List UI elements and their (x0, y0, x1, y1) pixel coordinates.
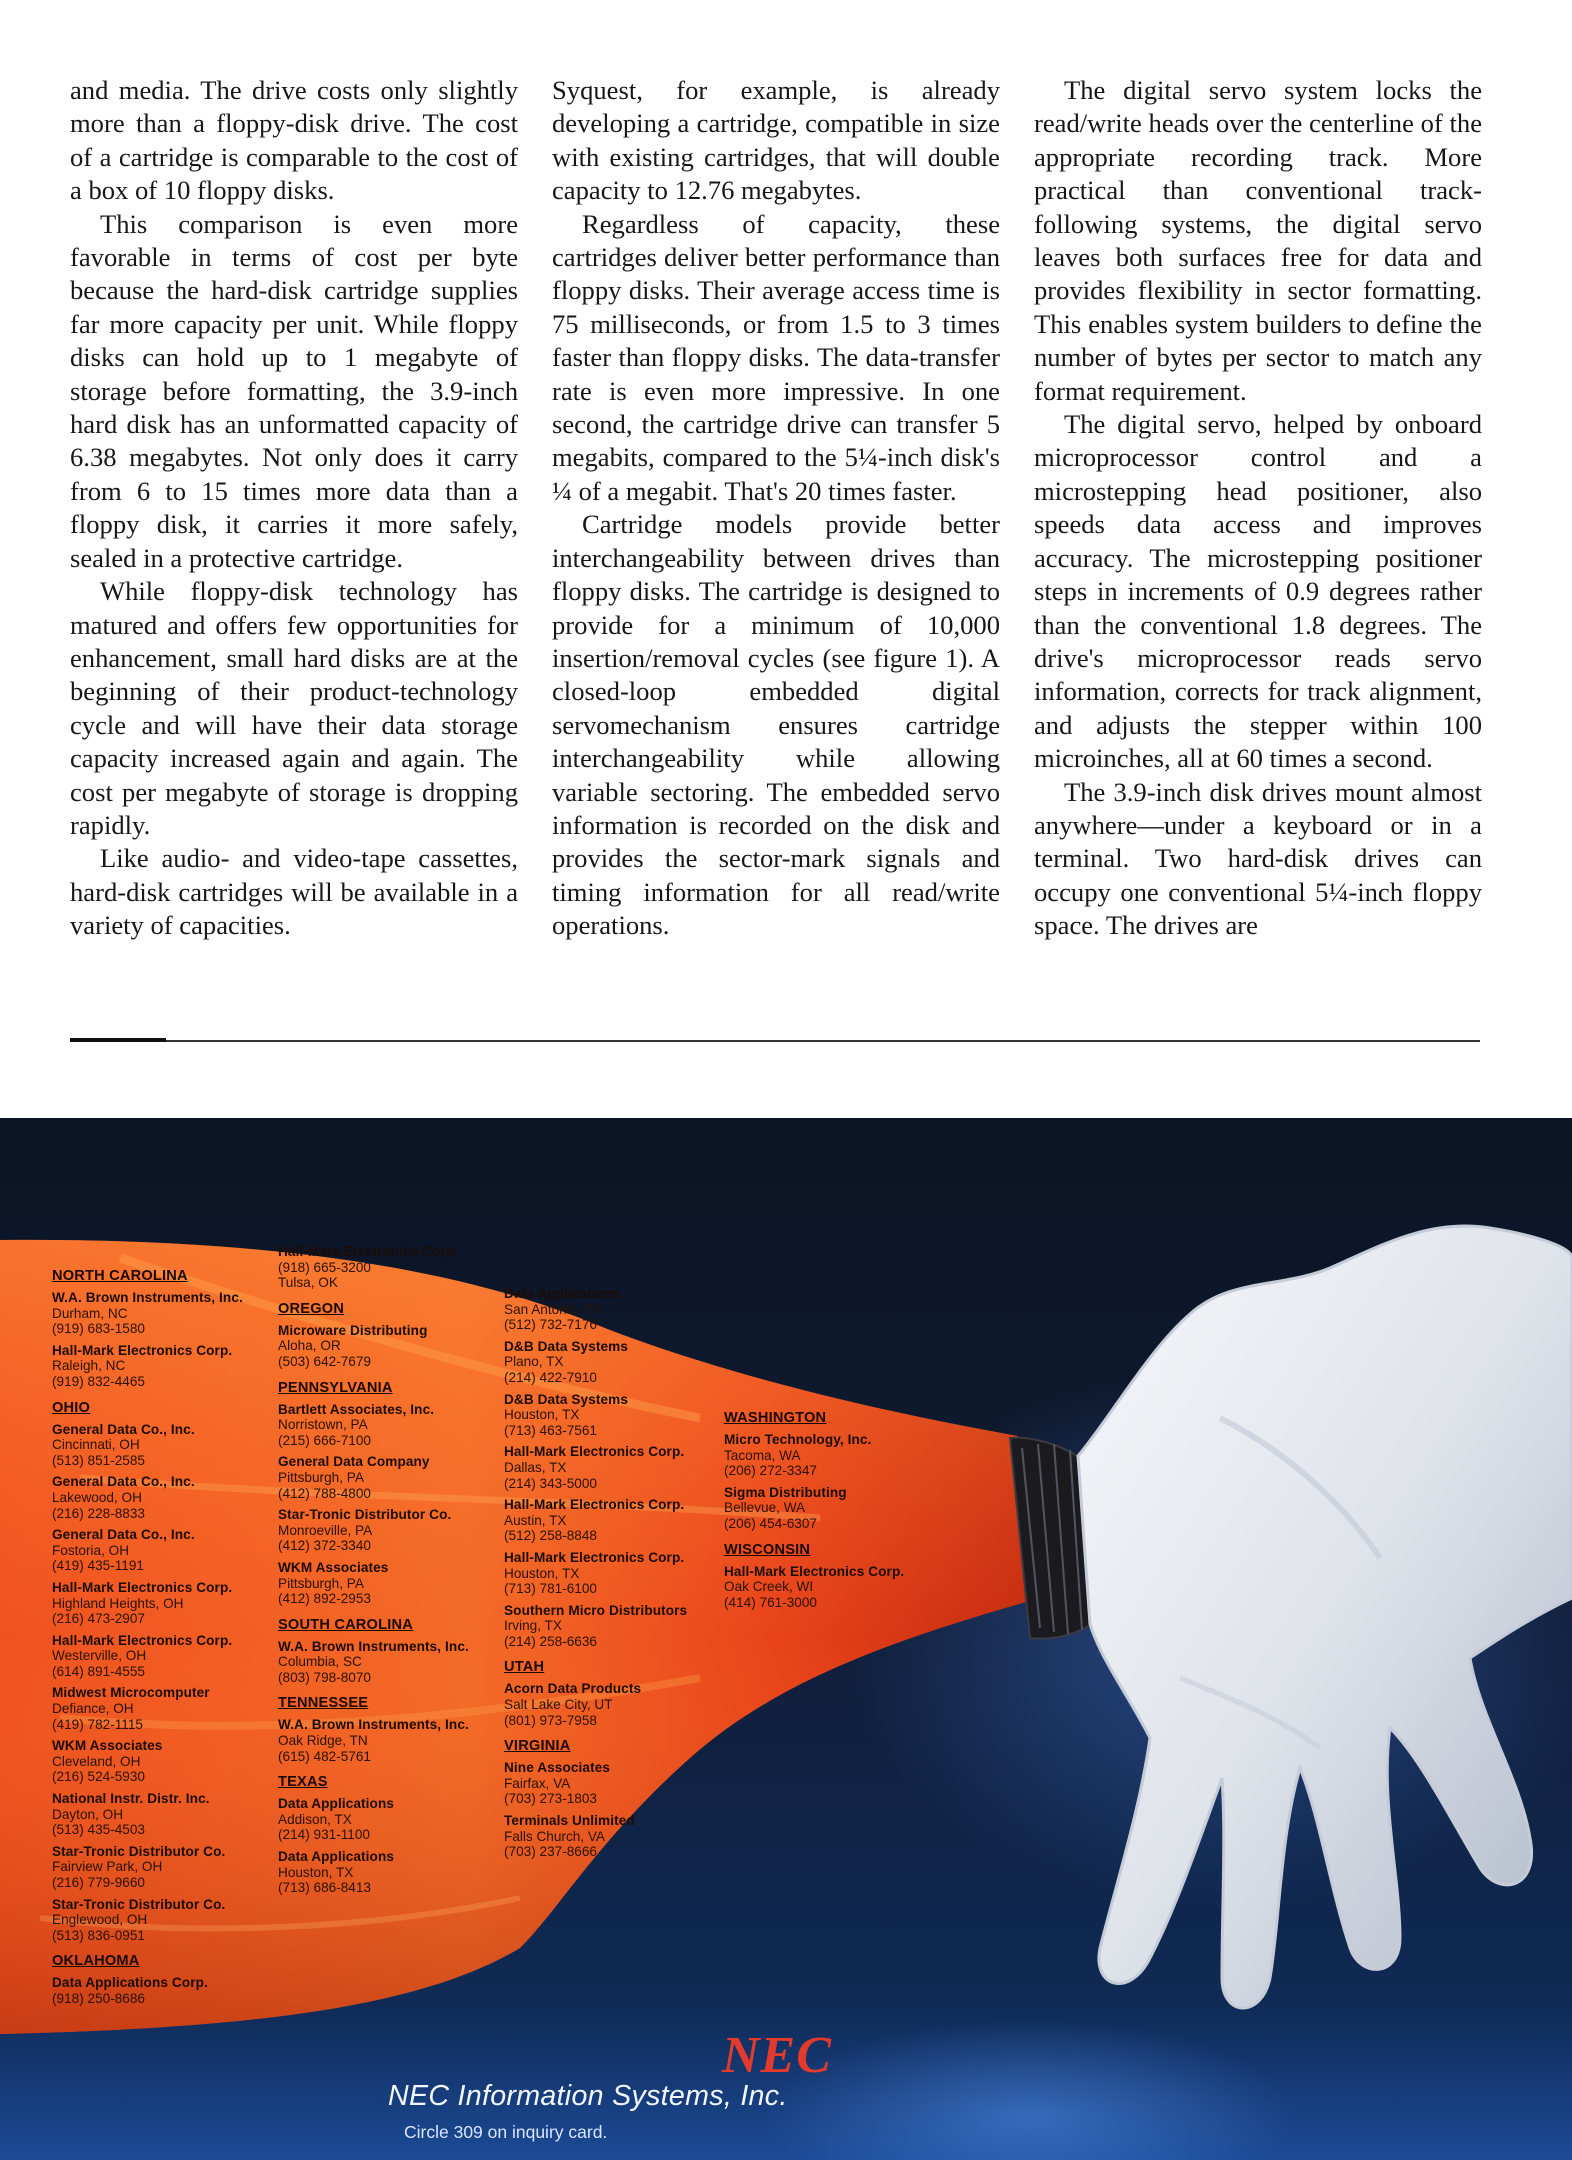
state-heading: OKLAHOMA (52, 1953, 140, 1970)
dealer-city: Salt Lake City, UT (504, 1697, 613, 1713)
company-name: NEC Information Systems, Inc. (388, 2080, 788, 2112)
dealer-name: Hall-Mark Electronics Corp. (278, 1244, 459, 1259)
dealer-city: Plano, TX (504, 1354, 564, 1370)
dealer-entry (52, 1422, 282, 1469)
dealer-phone: Tulsa, OK (278, 1275, 338, 1291)
dealer-phone: (801) 973-7958 (504, 1712, 597, 1728)
dealer-entry (52, 1685, 282, 1732)
article-column-3 (1034, 74, 1482, 1014)
dealer-city: Raleigh, NC (52, 1358, 126, 1374)
dealer-entry (52, 1791, 282, 1838)
dealer-city: Aloha, OR (278, 1338, 341, 1354)
dealer-city: Norristown, PA (278, 1417, 368, 1433)
dealer-phone: (713) 781-6100 (504, 1581, 597, 1597)
dealer-entry (278, 1402, 508, 1449)
dealer-name: Data Applications (278, 1849, 395, 1865)
dealer-entry (52, 1343, 282, 1390)
dealer-phone: (215) 666-7100 (278, 1432, 371, 1448)
dealer-column-4 (724, 1400, 954, 1616)
dealer-name: Hall-Mark Electronics Corp. (504, 1444, 685, 1460)
article-paragraph: The digital servo system locks the read/write heads over the centerline of the appropriate recording track. More practical than conventional track-following systems, the digital servo leaves both surfaces free for data and provides flexibility in sector formatting. This enables system builders to define the number of bytes per sector to match any format requirement. (1034, 75, 1482, 406)
dealer-phone: (703) 273-1803 (504, 1791, 597, 1807)
dealer-name: Data Applications (278, 1796, 395, 1812)
article-column-2 (552, 74, 1000, 1014)
dealer-name: Star-Tronic Distributor Co. (278, 1507, 452, 1523)
dealer-name: Southern Micro Distributors (504, 1602, 688, 1618)
dealer-entry (52, 1633, 282, 1680)
dealer-city: Lakewood, OH (52, 1489, 142, 1505)
dealer-entry (724, 1432, 954, 1479)
dealer-entry (504, 1392, 734, 1439)
dealer-entry (278, 1244, 508, 1291)
article-paragraph: Cartridge models provide better interchangeability between drives than floppy disks. The cartridge is designed to provide for a minimum of 10,000 insertion/removal cycles (see figure 1). A closed-loop embedded digital servomechanism ensures cartridge interchangeability while allowing variable sectoring. The embedded servo information is recorded on the disk and provides the sector-mark signals and timing information for all read/write operations. (552, 509, 1000, 941)
dealer-entry (52, 1738, 282, 1785)
dealer-name: General Data Co., Inc. (52, 1474, 195, 1490)
article-paragraph: Regardless of capacity, these cartridges deliver better performance than floppy disks. Their average access time is 75 milliseconds, or from 1.5 to 3 times faster than floppy disks. The data-transfer rate is even more impressive. In one second, the cartridge drive can transfer 5 megabits, compared to the 5¼-inch disk's ¼ of a megabit. That's 20 times faster. (552, 208, 1000, 506)
state-heading: WISCONSIN (724, 1541, 811, 1558)
dealer-phone: (412) 788-4800 (278, 1485, 371, 1501)
dealer-phone: (214) 931-1100 (278, 1827, 370, 1843)
nec-advertisement (0, 1118, 1572, 2160)
dealer-city: Westerville, OH (52, 1648, 147, 1664)
dealer-name: D&B Data Systems (504, 1391, 628, 1407)
dealer-entry (278, 1454, 508, 1501)
dealer-entry (52, 1975, 282, 2006)
dealer-name: WKM Associates (52, 1738, 163, 1754)
dealer-phone: (206) 272-3347 (724, 1463, 817, 1479)
article-paragraph: The 3.9-inch disk drives mount almost anywhere—under a keyboard or in a terminal. Two hard-disk drives can occupy one conventional 5¼-inch floppy space. The drives are (1034, 776, 1482, 941)
dealer-phone: (216) 473-2907 (52, 1611, 145, 1627)
dealer-phone: (419) 435-1191 (52, 1558, 144, 1574)
dealer-column-2 (278, 1244, 508, 1902)
dealer-name: Bartlett Associates, Inc. (278, 1401, 435, 1417)
dealer-phone: (414) 761-3000 (724, 1594, 817, 1610)
dealer-name: Hall-Mark Electronics Corp. (504, 1497, 685, 1513)
dealer-city: Houston, TX (278, 1864, 354, 1880)
dealer-entry (504, 1550, 734, 1597)
dealer-entry (504, 1286, 734, 1333)
dealer-phone: (206) 454-6307 (724, 1515, 817, 1531)
state-heading: NORTH CAROLINA (52, 1268, 188, 1284)
dealer-name: General Data Co., Inc. (52, 1421, 195, 1437)
dealer-entry (504, 1813, 734, 1860)
dealer-name: General Data Co., Inc. (52, 1527, 195, 1543)
state-heading: OHIO (52, 1399, 91, 1416)
dealer-phone: (503) 642-7679 (278, 1353, 371, 1369)
dealer-phone: (614) 891-4555 (52, 1663, 145, 1679)
dealer-name: Micro Technology, Inc. (724, 1432, 872, 1447)
dealer-name: Data Applications Corp. (52, 1975, 208, 1991)
dealer-city: Dallas, TX (504, 1459, 567, 1475)
state-heading: SOUTH CAROLINA (278, 1616, 413, 1633)
dealer-phone: (214) 258-6636 (504, 1633, 597, 1649)
dealer-city: Fostoria, OH (52, 1542, 130, 1558)
dealer-entry (278, 1507, 508, 1554)
dealer-city: Bellevue, WA (724, 1500, 806, 1516)
section-divider-accent (70, 1038, 166, 1042)
dealer-entry (52, 1844, 282, 1891)
state-heading: PENNSYLVANIA (278, 1379, 393, 1396)
article-paragraph: The digital servo, helped by onboard microprocessor control and a microstepping head positioner, also speeds data access and improves accuracy. The microstepping positioner steps in increments of 0.9 degrees rather than the conventional 1.8 degrees. The drive's microprocessor reads servo information, corrects for track alignment, and adjusts the stepper within 100 microinches, all at 60 times a second. (1034, 409, 1482, 774)
dealer-entry (278, 1717, 508, 1764)
inquiry-note: Circle 309 on inquiry card. (404, 2122, 608, 2142)
dealer-entry (278, 1796, 508, 1843)
dealer-city: Monroeville, PA (278, 1522, 373, 1538)
dealer-phone: (615) 482-5761 (278, 1748, 371, 1764)
dealer-phone: (919) 832-4465 (52, 1373, 145, 1389)
state-heading: TEXAS (278, 1774, 328, 1791)
dealer-name: Terminals Unlimited (504, 1813, 635, 1829)
dealer-entry (504, 1444, 734, 1491)
dealer-name: Sigma Distributing (724, 1484, 847, 1500)
dealer-phone: (216) 779-9660 (52, 1875, 145, 1890)
state-heading: UTAH (504, 1659, 545, 1676)
dealer-name: Hall-Mark Electronics Corp. (52, 1342, 233, 1358)
dealer-entry (504, 1760, 734, 1807)
dealer-city: Austin, TX (504, 1512, 567, 1528)
dealer-phone: (216) 524-5930 (52, 1769, 145, 1785)
state-heading: WASHINGTON (724, 1410, 827, 1426)
dealer-name: Data Applications (504, 1286, 621, 1301)
dealer-name: National Instr. Distr. Inc. (52, 1791, 210, 1807)
dealer-entry (724, 1564, 954, 1611)
dealer-name: WKM Associates (278, 1559, 389, 1575)
dealer-name: W.A. Brown Instruments, Inc. (52, 1290, 243, 1305)
section-divider (70, 1040, 1480, 1042)
dealer-name: General Data Company (278, 1454, 430, 1470)
article-paragraph: and media. The drive costs only slightly more than a floppy-disk drive. The cost of a cartridge is comparable to the cost of a box of 10 floppy disks. (70, 75, 518, 206)
dealer-phone: (419) 782-1115 (52, 1716, 143, 1732)
dealer-city: Highland Heights, OH (52, 1595, 184, 1611)
dealer-name: Star-Tronic Distributor Co. (52, 1843, 226, 1859)
dealer-column-1 (52, 1258, 282, 2013)
article-paragraph: Like audio- and video-tape cassettes, hard-disk cartridges will be available in a variety of capacities. (70, 843, 518, 941)
white-glove (1078, 1226, 1572, 2008)
dealer-name: Hall-Mark Electronics Corp. (52, 1632, 233, 1648)
dealer-column-3 (504, 1286, 734, 1866)
dealer-city: (918) 665-3200 (278, 1259, 371, 1275)
dealer-city: Durham, NC (52, 1305, 128, 1321)
dealer-phone: (513) 435-4503 (52, 1822, 145, 1838)
dealer-city: Addison, TX (278, 1811, 352, 1827)
dealer-name: Hall-Mark Electronics Corp. (52, 1579, 233, 1595)
dealer-city: Pittsburgh, PA (278, 1575, 364, 1591)
dealer-entry (52, 1897, 282, 1944)
dealer-entry (278, 1849, 508, 1896)
dealer-phone: (513) 851-2585 (52, 1452, 145, 1468)
dealer-city: Dayton, OH (52, 1806, 124, 1822)
article-body (70, 74, 1482, 1014)
dealer-city: Tacoma, WA (724, 1447, 801, 1463)
dealer-city: Houston, TX (504, 1565, 580, 1581)
article-paragraph: While floppy-disk technology has matured and offers few opportunities for enhancement, small hard disks are at the beginning of their product-technology cycle and will have their data storage capacity increased again and again. The cost per megabyte of storage is dropping rapidly. (70, 576, 518, 840)
dealer-city: Cleveland, OH (52, 1753, 141, 1769)
dealer-entry (52, 1474, 282, 1521)
dealer-phone: (513) 836-0951 (52, 1927, 145, 1943)
dealer-name: Midwest Microcomputer (52, 1685, 210, 1701)
dealer-city: Defiance, OH (52, 1701, 134, 1717)
dealer-entry (504, 1497, 734, 1544)
dealer-name: Acorn Data Products (504, 1681, 642, 1697)
dealer-name: W.A. Brown Instruments, Inc. (278, 1638, 469, 1654)
dealer-city: Falls Church, VA (504, 1828, 605, 1844)
dealer-entry (504, 1339, 734, 1386)
dealer-entry (724, 1485, 954, 1532)
state-heading: TENNESSEE (278, 1695, 369, 1712)
dealer-phone: (214) 422-7910 (504, 1369, 597, 1385)
article-column-1 (70, 74, 518, 1014)
dealer-name: Star-Tronic Distributor Co. (52, 1896, 226, 1912)
dealer-name: Nine Associates (504, 1760, 611, 1776)
article-paragraph: This comparison is even more favorable in terms of cost per byte because the hard-disk cartridge supplies far more capacity per unit. While floppy disks can hold up to 1 megabyte of storage before formatting, the 3.9-inch hard disk has an unformatted capacity of 6.38 megabytes. Not only does it carry from 6 to 15 times more data than a floppy disk, it carries it more safely, sealed in a protective cartridge. (70, 208, 518, 573)
dealer-name: Hall-Mark Electronics Corp. (504, 1549, 685, 1565)
dealer-entry (52, 1290, 282, 1337)
nec-logo: NEC (722, 2027, 832, 2084)
dealer-phone: (512) 732-7176 (504, 1317, 597, 1333)
dealer-phone: (803) 798-8070 (278, 1669, 371, 1685)
dealer-entry (278, 1323, 508, 1370)
dealer-phone: (214) 343-5000 (504, 1475, 597, 1491)
dealer-phone: (713) 463-7561 (504, 1422, 597, 1438)
dealer-phone: (412) 892-2953 (278, 1591, 371, 1607)
state-heading: OREGON (278, 1300, 345, 1317)
dealer-phone: (713) 686-8413 (278, 1880, 371, 1896)
dealer-city: Houston, TX (504, 1407, 580, 1423)
dealer-city: Cincinnati, OH (52, 1437, 140, 1453)
dealer-entry (278, 1560, 508, 1607)
dealer-entry (52, 1527, 282, 1574)
dealer-phone: (703) 237-8666 (504, 1844, 597, 1860)
dealer-entry (504, 1681, 734, 1728)
dealer-name: Microware Distributing (278, 1322, 428, 1338)
dealer-phone: (216) 228-8833 (52, 1505, 145, 1521)
dealer-phone: (919) 683-1580 (52, 1321, 145, 1337)
dealer-phone: (512) 258-8848 (504, 1528, 597, 1544)
dealer-city: San Antonio, TX (504, 1301, 602, 1317)
dealer-entry (52, 1580, 282, 1627)
dealer-name: Hall-Mark Electronics Corp. (724, 1563, 905, 1579)
state-heading: VIRGINIA (504, 1738, 571, 1755)
dealer-city: Columbia, SC (278, 1654, 362, 1670)
dealer-city: Englewood, OH (52, 1912, 148, 1928)
dealer-city: Fairfax, VA (504, 1775, 571, 1791)
dealer-name: W.A. Brown Instruments, Inc. (278, 1717, 469, 1733)
dealer-phone: (918) 250-8686 (52, 1990, 145, 2006)
dealer-city: Oak Ridge, TN (278, 1733, 368, 1749)
dealer-city: Irving, TX (504, 1618, 562, 1634)
dealer-phone: (412) 372-3340 (278, 1538, 371, 1554)
dealer-name: D&B Data Systems (504, 1338, 628, 1354)
article-paragraph: Syquest, for example, is already developing a cartridge, compatible in size with existing cartridges, that will double capacity to 12.76 megabytes. (552, 75, 1000, 206)
dealer-city: Fairview Park, OH (52, 1859, 163, 1875)
dealer-entry (504, 1603, 734, 1650)
dealer-city: Pittsburgh, PA (278, 1469, 364, 1485)
dealer-entry (278, 1639, 508, 1686)
dealer-city: Oak Creek, WI (724, 1579, 814, 1595)
